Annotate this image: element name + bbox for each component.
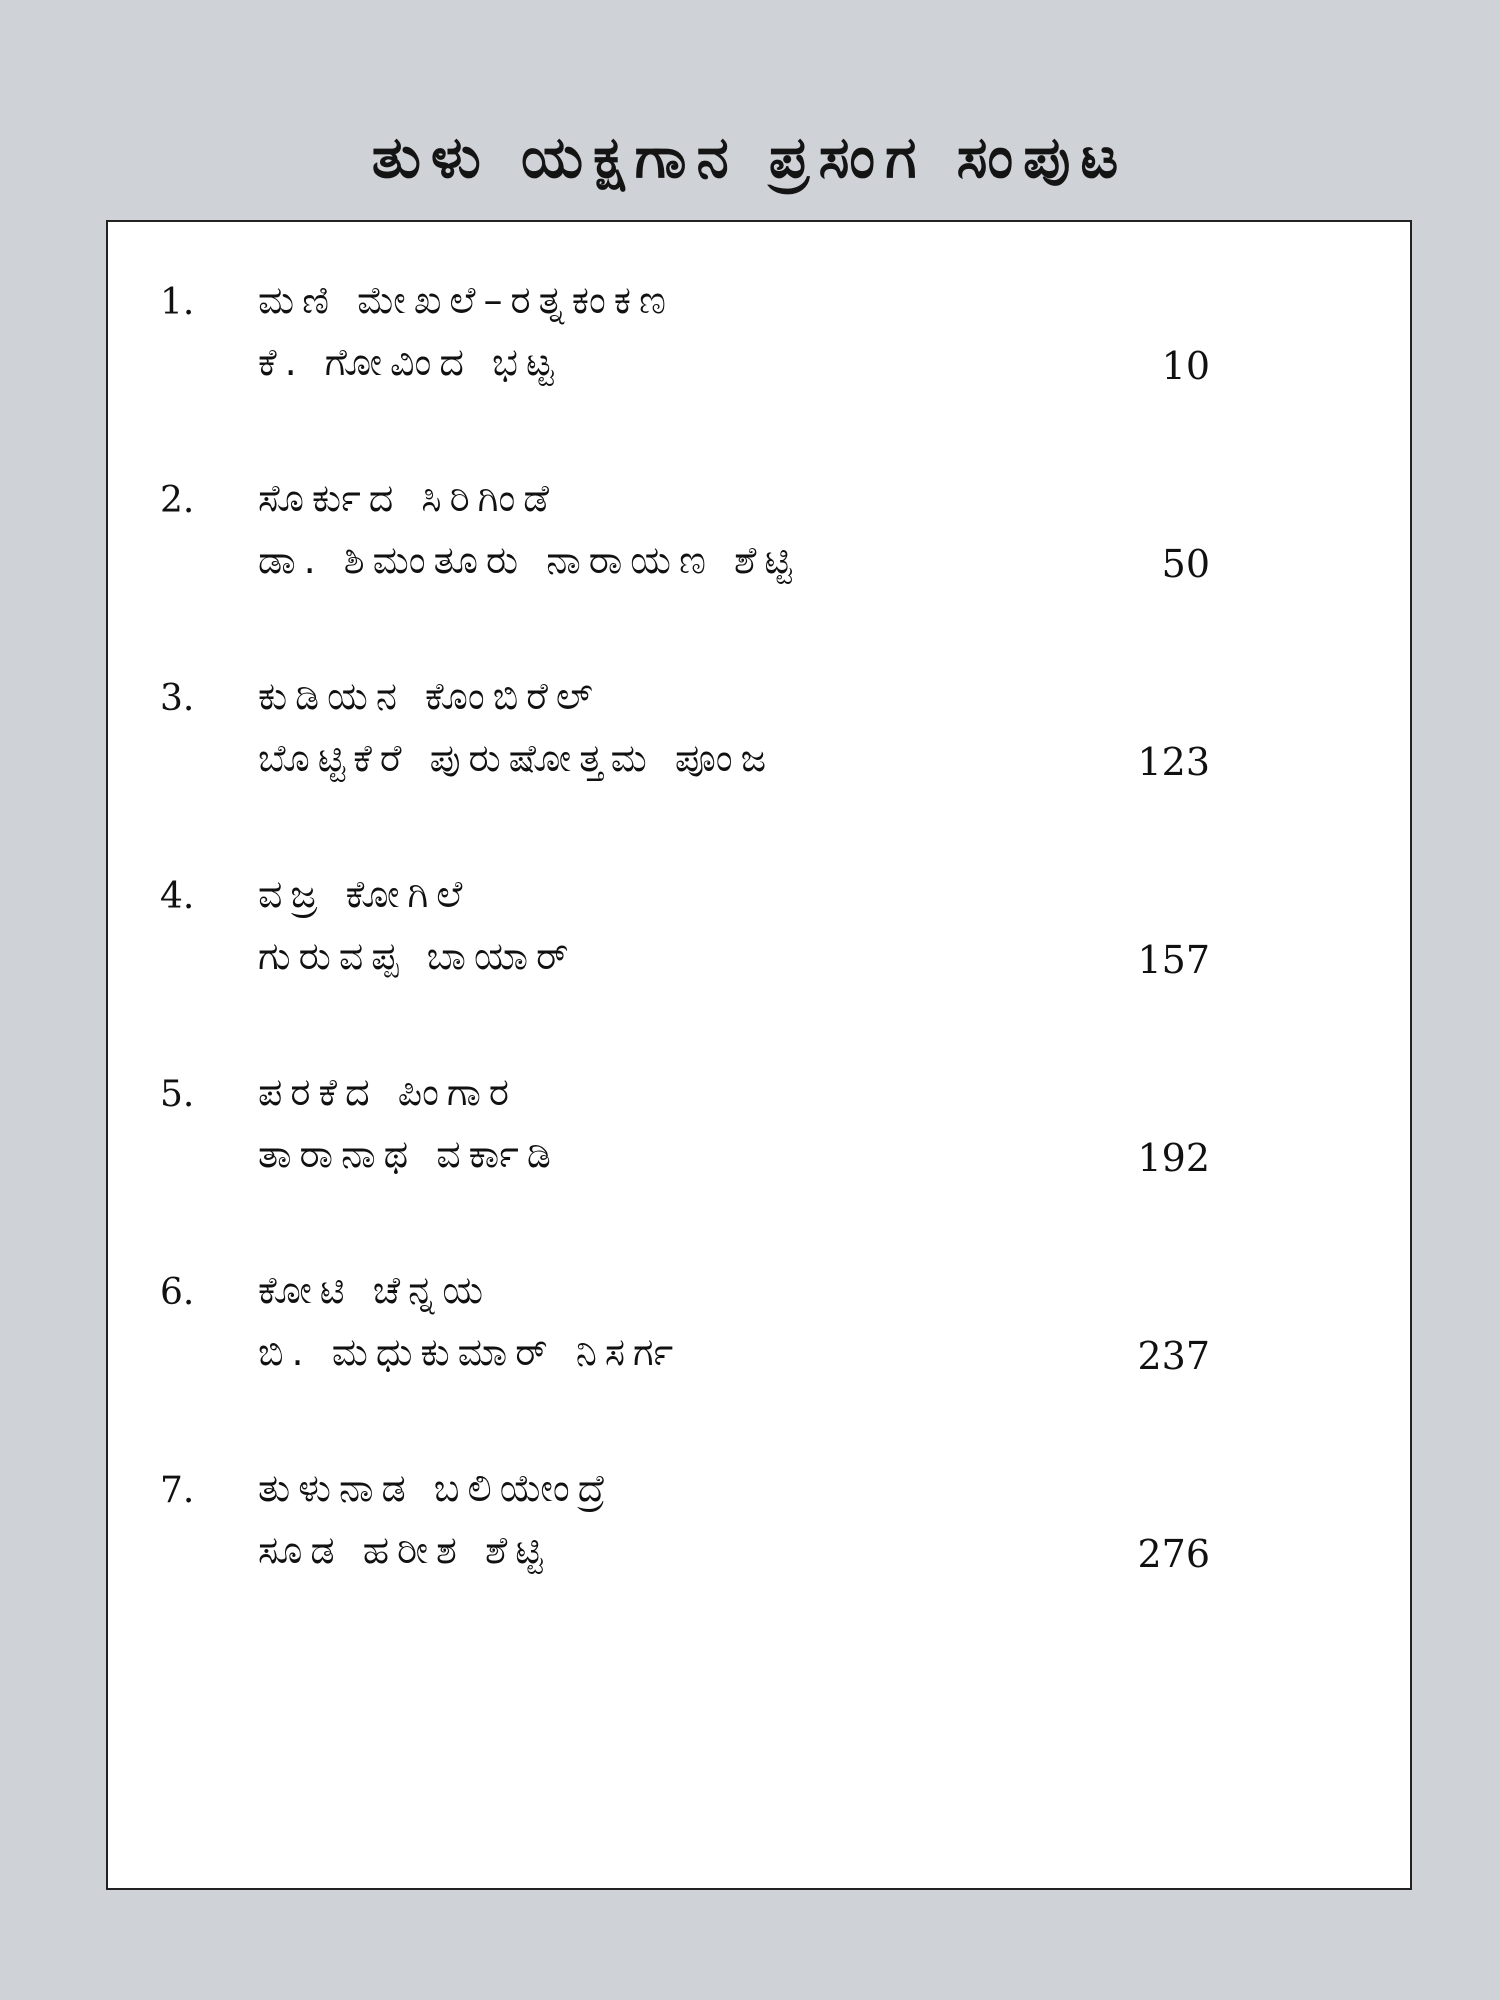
entry-number: 3. (160, 678, 195, 719)
entry-title: ತುಳುನಾಡ ಬಲಿಯೇಂದ್ರೆ (258, 1466, 614, 1510)
entry-title: ಪರಕೆದ ಪಿಂಗಾರ (258, 1070, 517, 1114)
entry-title: ವಜ್ರ ಕೋಗಿಲೆ (258, 872, 471, 916)
entry-number: 7. (160, 1470, 195, 1511)
toc-entry (108, 1014, 1410, 1180)
entry-title: ಕುಡಿಯನ ಕೊಂಬಿರೆಲ್ (258, 674, 601, 718)
entry-author: ಬಿ. ಮಧುಕುಮಾರ್ ನಿಸರ್ಗ (258, 1330, 682, 1374)
entry-number: 6. (160, 1272, 195, 1313)
page-title: ತುಳು ಯಕ್ಷಗಾನ ಪ್ರಸಂಗ ಸಂಪುಟ (371, 122, 1129, 191)
entry-author: ಬೊಟ್ಟಿಕೆರೆ ಪುರುಷೋತ್ತಮ ಪೂಂಜ (258, 736, 775, 780)
entry-page-number: 10 (1161, 344, 1210, 388)
entry-author: ತಾರಾನಾಥ ವರ್ಕಾಡಿ (258, 1132, 559, 1176)
toc-entry (108, 420, 1410, 586)
entry-author: ಸೂಡ ಹರೀಶ ಶೆಟ್ಟಿ (258, 1528, 551, 1572)
entry-page-number: 123 (1137, 740, 1210, 784)
toc-box (106, 220, 1412, 1890)
entry-page-number: 50 (1161, 542, 1210, 586)
toc-entry (108, 618, 1410, 784)
entry-title: ಸೊರ್ಕುದ ಸಿರಿಗಿಂಡೆ (258, 476, 558, 520)
entry-number: 2. (160, 480, 195, 521)
entry-title: ಮಣಿ ಮೇಖಲೆ–ರತ್ನಕಂಕಣ (258, 278, 674, 322)
entry-author: ಡಾ. ಶಿಮಂತೂರು ನಾರಾಯಣ ಶೆಟ್ಟಿ (258, 538, 800, 582)
toc-entry (108, 1410, 1410, 1576)
toc-entry (108, 222, 1410, 388)
entry-author: ಕೆ. ಗೋವಿಂದ ಭಟ್ಟ (258, 340, 562, 384)
entry-author: ಗುರುವಪ್ಪ ಬಾಯಾರ್ (258, 934, 577, 978)
entry-number: 5. (160, 1074, 195, 1115)
entry-number: 4. (160, 876, 195, 917)
entry-title: ಕೋಟಿ ಚೆನ್ನಯ (258, 1268, 492, 1312)
entry-page-number: 237 (1137, 1334, 1210, 1378)
toc-entry (108, 816, 1410, 982)
entry-page-number: 276 (1137, 1532, 1210, 1576)
toc-entry (108, 1212, 1410, 1378)
entry-page-number: 157 (1137, 938, 1210, 982)
entry-number: 1. (160, 282, 195, 323)
entry-page-number: 192 (1137, 1136, 1210, 1180)
